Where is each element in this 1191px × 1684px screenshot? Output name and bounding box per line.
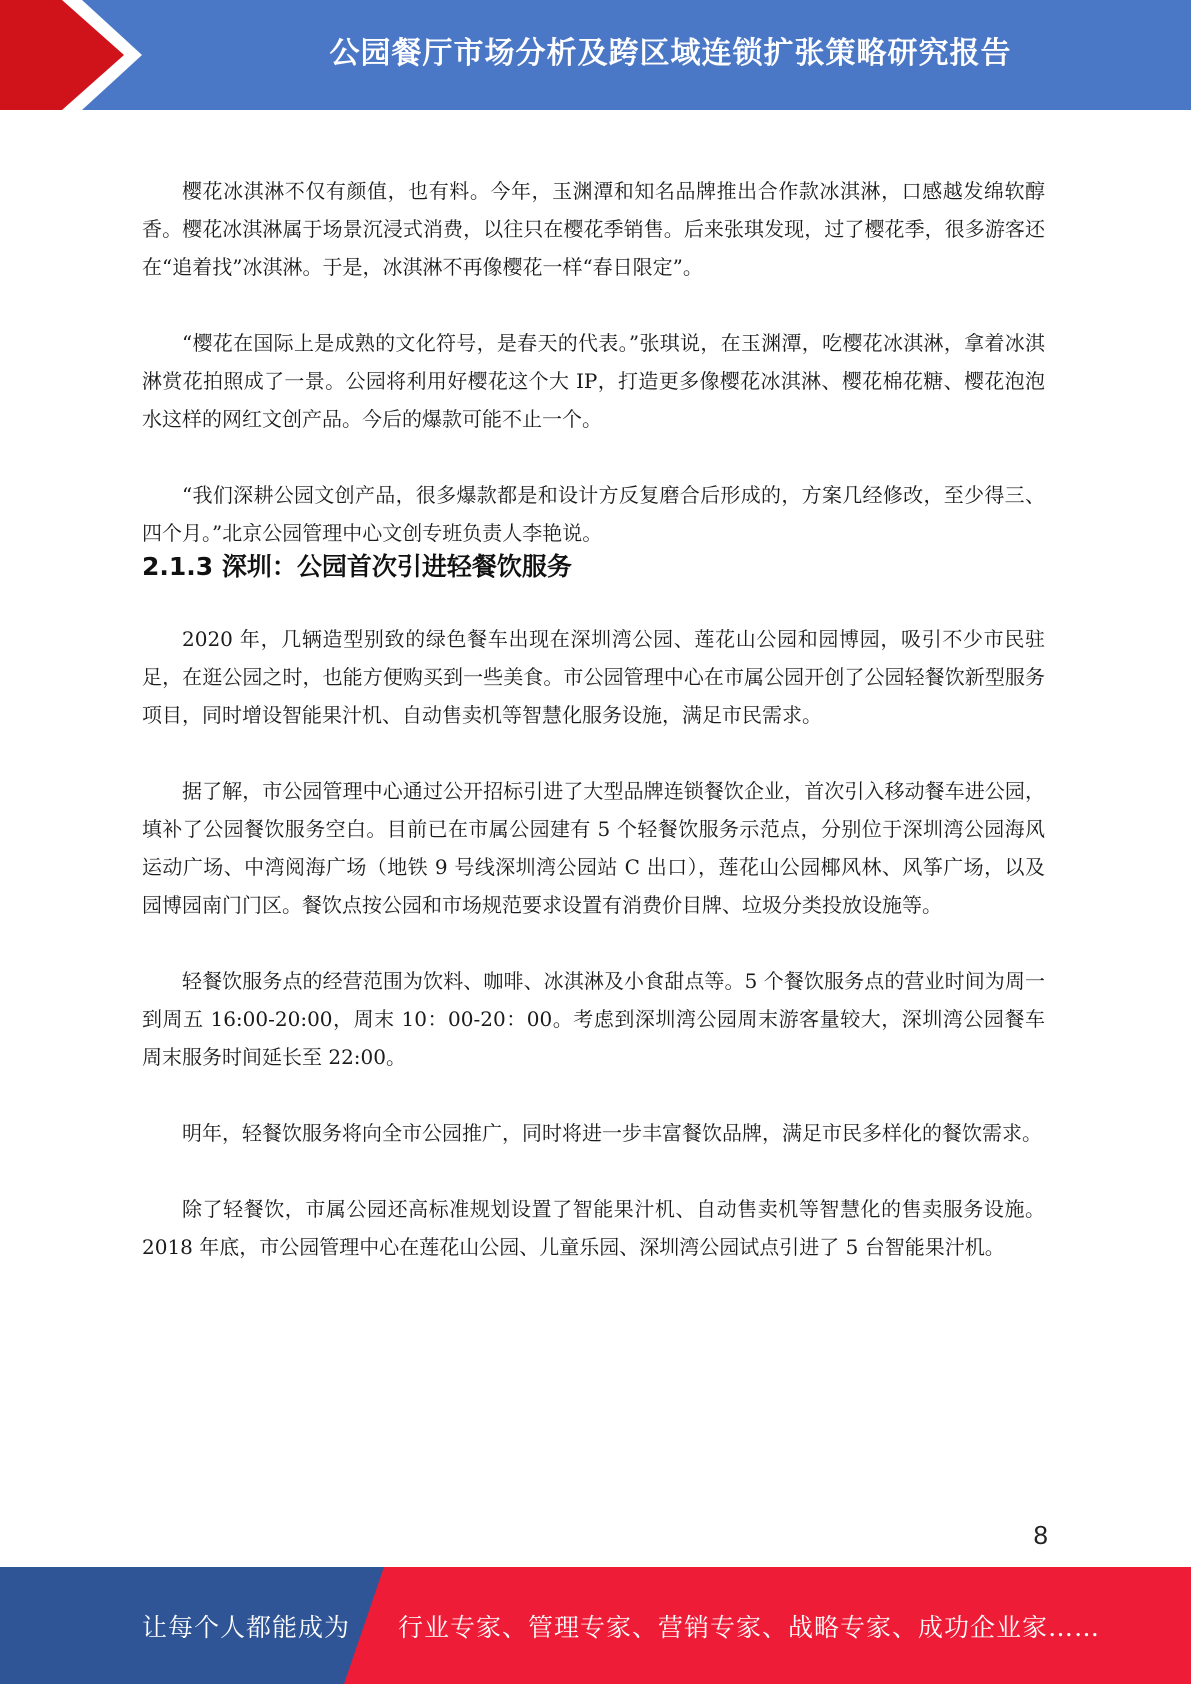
section-heading: 2.1.3 深圳：公园首次引进轻餐饮服务 — [142, 552, 572, 581]
paragraph-next-year: 明年，轻餐饮服务将向全市公园推广，同时将进一步丰富餐饮品牌，满足市民多样化的餐饮需求。 — [182, 1121, 1042, 1145]
footer-slogan-right: 行业专家、管理专家、营销专家、战略专家、成功企业家…… — [398, 1612, 1101, 1642]
footer-slogan-left: 让每个人都能成为 — [142, 1612, 351, 1642]
page-footer — [0, 1567, 1191, 1684]
paragraph-opening-hours: 轻餐饮服务点的经营范围为饮料、咖啡、冰淇淋及小食甜点等。5 个餐饮服务点的营业时间为周一到周五 16:00-20:00，周末 10：00-20：00。考虑到深圳湾公园周末游客量较大，深圳湾公园餐车周末服务时间延长至 22:00。 — [142, 969, 1045, 1069]
page-content — [142, 172, 1045, 1266]
paragraph-smart-vending: 除了轻餐饮，市属公园还高标准规划设置了智能果汁机、自动售卖机等智慧化的售卖服务设施。2018 年底，市公园管理中心在莲花山公园、儿童乐园、深圳湾公园试点引进了 5 台智能果汁机。 — [142, 1197, 1045, 1259]
page-number: 8 — [1033, 1520, 1048, 1550]
paragraph-food-trucks: 2020 年，几辆造型别致的绿色餐车出现在深圳湾公园、莲花山公园和园博园，吸引不少市民驻足，在逛公园之时，也能方便购买到一些美食。市公园管理中心在市属公园开创了公园轻餐饮新型服务项目，同时增设智能果汁机、自动售卖机等智慧化服务设施，满足市民需求。 — [142, 627, 1045, 727]
paragraph-creative-products: “我们深耕公园文创产品，很多爆款都是和设计方反复磨合后形成的，方案几经修改，至少得三、四个月。”北京公园管理中心文创专班负责人李艳说。 — [142, 483, 1045, 545]
report-title: 公园餐厅市场分析及跨区域连锁扩张策略研究报告 — [329, 36, 1012, 71]
page-header — [0, 0, 1191, 110]
paragraph-demo-sites: 据了解，市公园管理中心通过公开招标引进了大型品牌连锁餐饮企业，首次引入移动餐车进公园，填补了公园餐饮服务空白。目前已在市属公园建有 5 个轻餐饮服务示范点，分别位于深圳湾公园海风运动广场、中湾阅海广场（地铁 9 号线深圳湾公园站 C 出口），莲花山公园椰风林、风筝广场，以及园博园南门门区。餐饮点按公园和市场规范要求设置有消费价目牌、垃圾分类投放设施等。 — [142, 779, 1045, 917]
header-arrow-decoration — [0, 0, 160, 110]
paragraph-cherry-icecream: 樱花冰淇淋不仅有颜值，也有料。今年，玉渊潭和知名品牌推出合作款冰淇淋，口感越发绵软醇香。樱花冰淇淋属于场景沉浸式消费，以往只在樱花季销售。后来张琪发现，过了樱花季，很多游客还在“追着找”冰淇淋。于是，冰淇淋不再像樱花一样“春日限定”。 — [142, 179, 1045, 279]
paragraph-cherry-ip: “樱花在国际上是成熟的文化符号，是春天的代表。”张琪说，在玉渊潭，吃樱花冰淇淋，拿着冰淇淋赏花拍照成了一景。公园将利用好樱花这个大 IP，打造更多像樱花冰淇淋、樱花棉花糖、樱花泡泡水这样的网红文创产品。今后的爆款可能不止一个。 — [142, 331, 1045, 431]
